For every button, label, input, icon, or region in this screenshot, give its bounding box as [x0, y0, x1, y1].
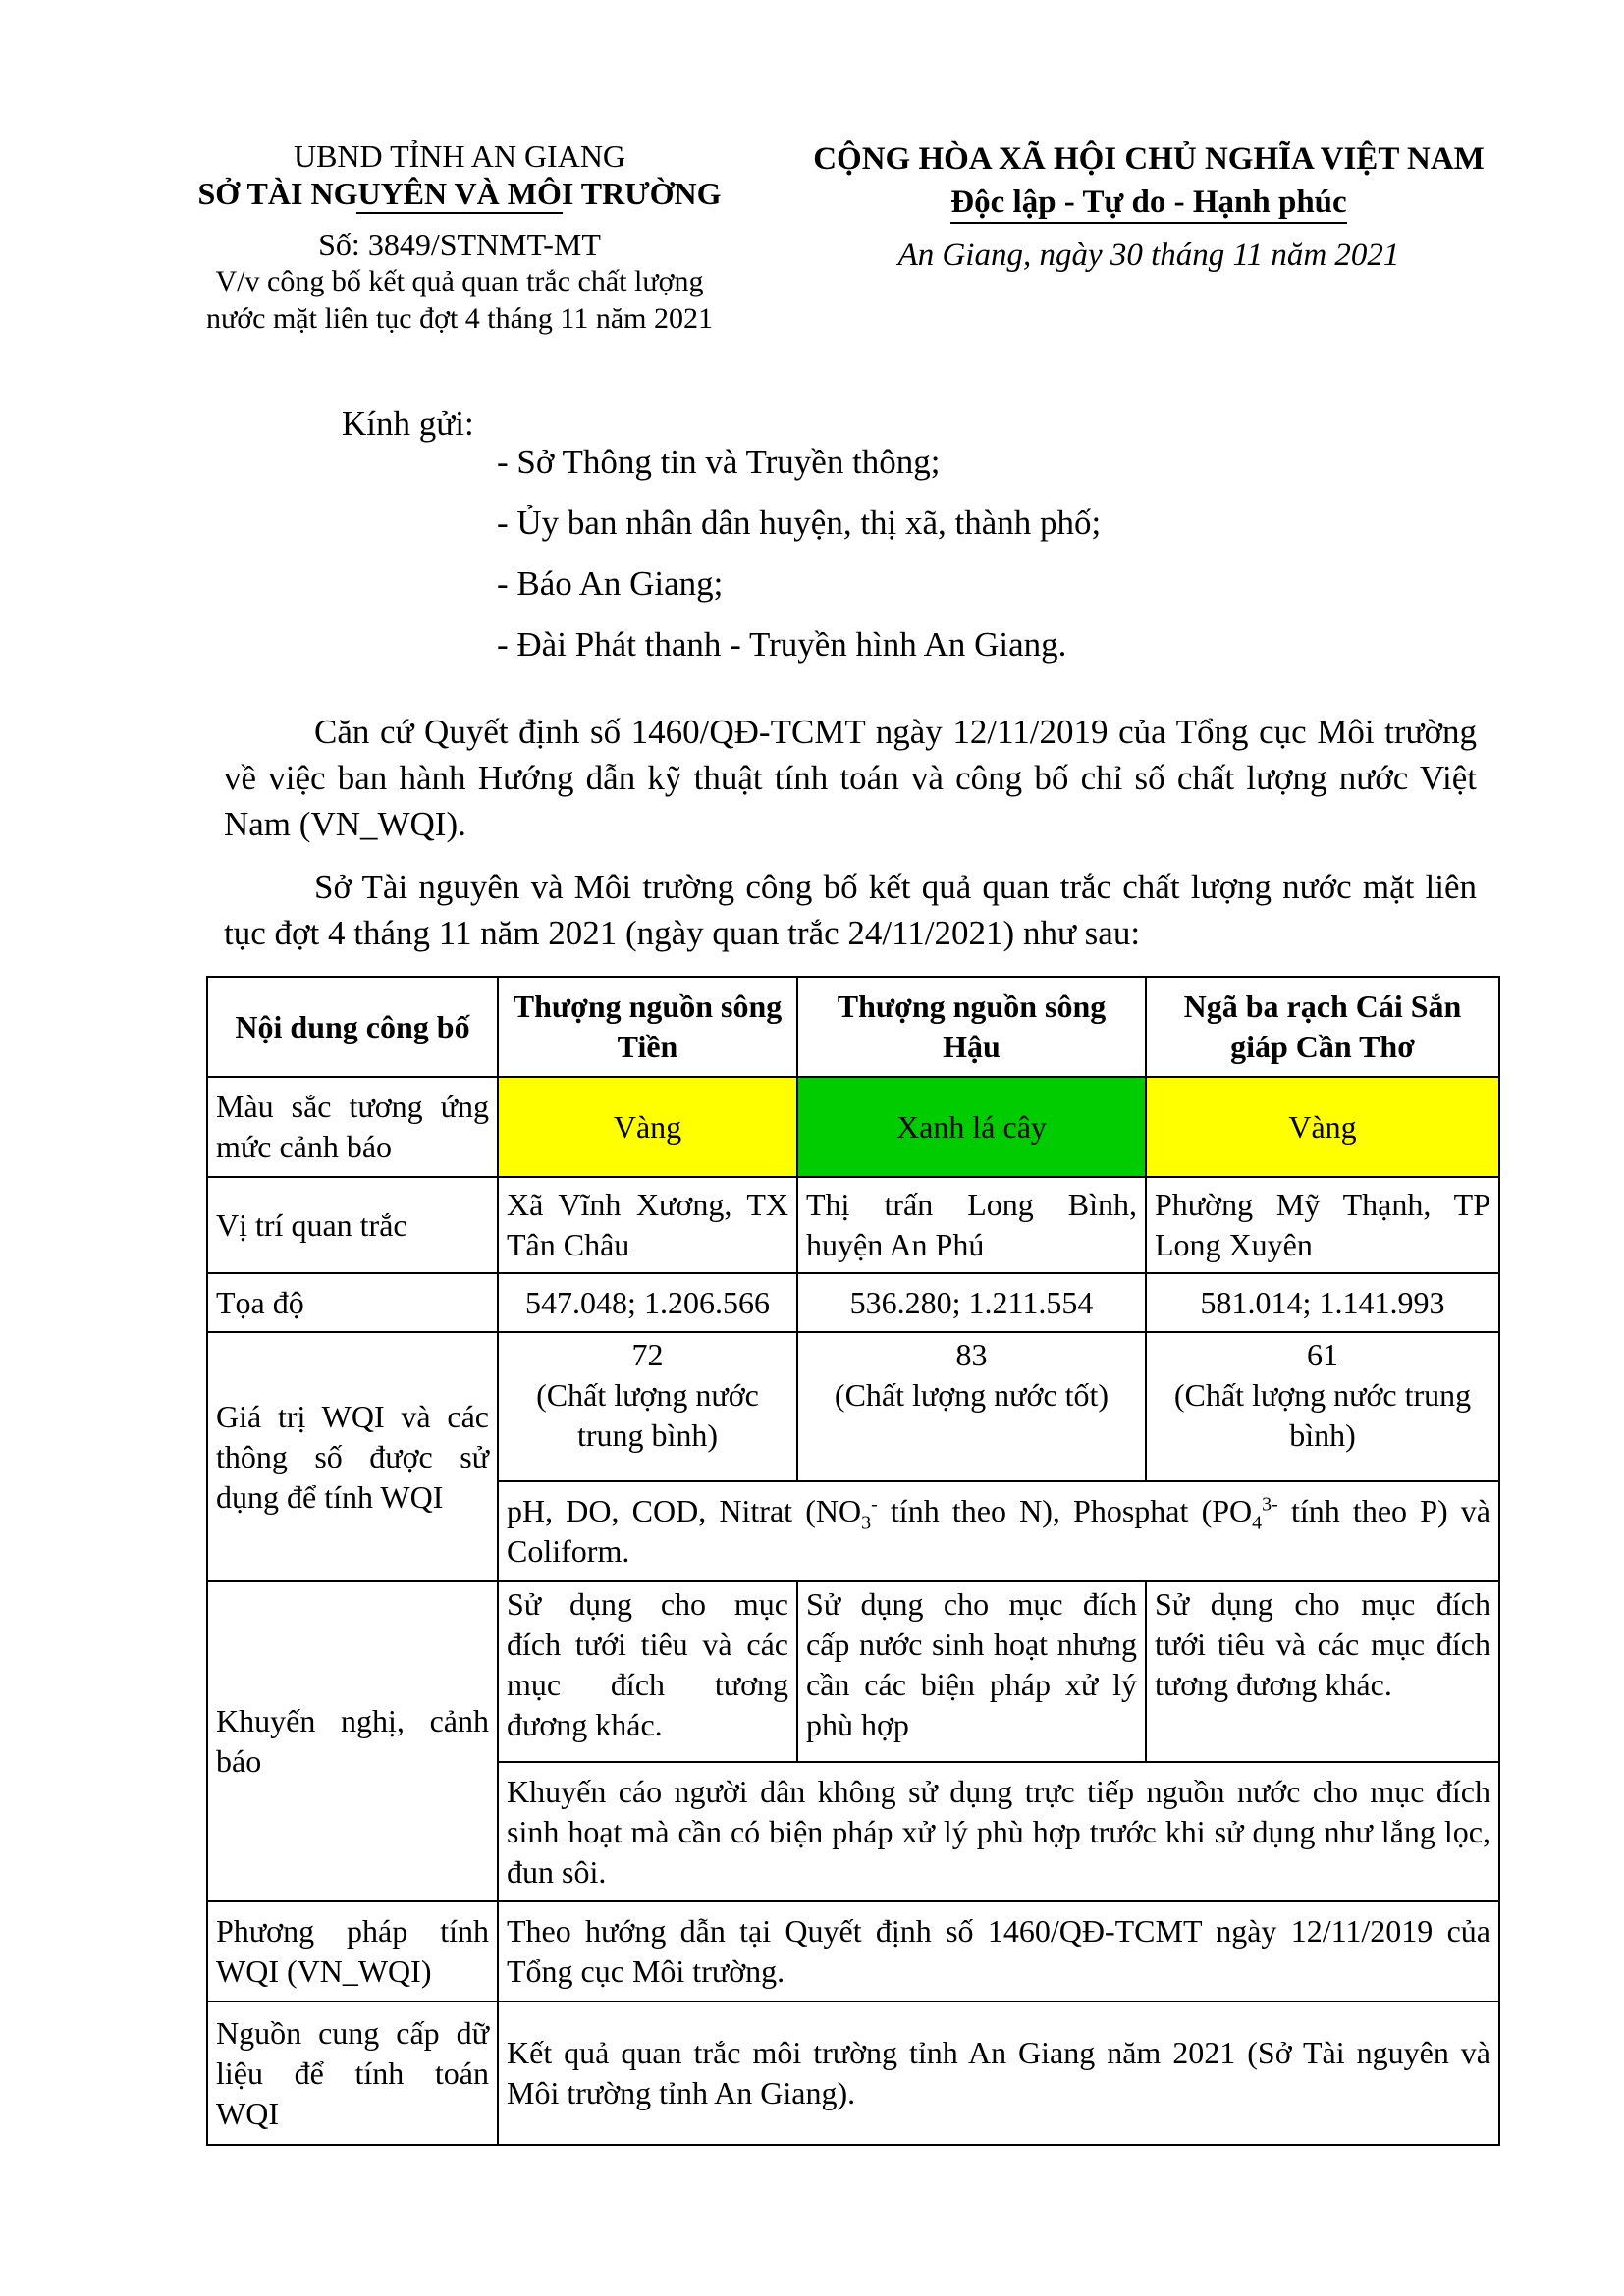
header-site-tien: Thượng nguồn sông Tiền: [498, 977, 797, 1077]
table-row-color: [207, 1077, 1499, 1177]
location-cell: Phường Mỹ Thạnh, TP Long Xuyên: [1146, 1177, 1499, 1273]
parameters-cell: [498, 1481, 1499, 1581]
subject-line-2: nước mặt liên tục đợt 4 tháng 11 năm 2021: [206, 302, 713, 335]
wqi-cell: [498, 1332, 797, 1481]
row-label: Phương pháp tính WQI (VN_WQI): [207, 1901, 498, 2002]
recipient-item: - Báo An Giang;: [497, 564, 724, 603]
param-text: tính theo N), Phosphat (PO: [877, 1493, 1253, 1528]
header-site-hau: Thượng nguồn sông Hậu: [797, 977, 1146, 1077]
national-heading-block: [785, 137, 1512, 277]
wqi-cell: [797, 1332, 1146, 1481]
wqi-description: (Chất lượng nước tốt): [834, 1377, 1110, 1413]
color-cell: Vàng: [498, 1077, 797, 1177]
wqi-value: 72: [631, 1337, 664, 1372]
row-label: Màu sắc tương ứng mức cảnh báo: [207, 1077, 498, 1177]
table-header-row: [207, 977, 1499, 1077]
row-label: Tọa độ: [207, 1273, 498, 1332]
subject-line-1: V/v công bố kết quả quan trắc chất lượng: [215, 265, 704, 297]
location-cell: Thị trấn Long Bình, huyện An Phú: [797, 1177, 1146, 1273]
advice-cell: Khuyến cáo người dân không sử dụng trực tiếp nguồn nước cho mục đích sinh hoạt mà cần có biện pháp xử lý phù hợp trước khi sử dụng như lắng lọc, đun sôi.: [498, 1762, 1499, 1901]
param-sub: 3: [861, 1512, 872, 1534]
wqi-value: 83: [955, 1337, 988, 1372]
legal-basis-paragraph: Căn cứ Quyết định số 1460/QĐ-TCMT ngày 12/11/2019 của Tổng cục Môi trường về việc ban hành Hướng dẫn kỹ thuật tính toán và công bố chỉ số chất lượng nước Việt Nam (VN_WQI).: [224, 713, 1477, 843]
agency-name: SỞ TÀI NGUYÊN VÀ MÔI TRƯỜNG: [197, 176, 722, 211]
table-row-location: [207, 1177, 1499, 1273]
announcement-paragraph: Sở Tài nguyên và Môi trường công bố kết quả quan trắc chất lượng nước mặt liên tục đợt 4 tháng 11 năm 2021 (ngày quan trắc 24/11/2021) như sau:: [224, 868, 1477, 952]
row-label: Nguồn cung cấp dữ liệu để tính toán WQI: [207, 2002, 498, 2145]
recommendation-cell: Sử dụng cho mục đích cấp nước sinh hoạt nhưng cần các biện pháp xử lý phù hợp: [797, 1581, 1146, 1762]
table-row-recommendation: [207, 1581, 1499, 1762]
param-text: tính theo P) và Coliform.: [507, 1493, 1491, 1569]
header-site-cai-san: Ngã ba rạch Cái Sắn giáp Cần Thơ: [1146, 977, 1499, 1077]
row-label: Khuyến nghị, cảnh báo: [207, 1581, 498, 1901]
table-row-source: [207, 2002, 1499, 2145]
recommendation-cell: Sử dụng cho mục đích tưới tiêu và các mục đích tương đương khác.: [1146, 1581, 1499, 1762]
document-date: An Giang, ngày 30 tháng 11 năm 2021: [897, 238, 1400, 273]
document-number: Số: 3849/STNMT-MT: [318, 227, 601, 262]
recipient-item: - Sở Thông tin và Truyền thông;: [497, 443, 941, 481]
wqi-description: (Chất lượng nước trung bình): [536, 1377, 759, 1453]
recipient-item: - Đài Phát thanh - Truyền hình An Giang.: [497, 625, 1067, 664]
table-row-coordinates: [207, 1273, 1499, 1332]
header-content: Nội dung công bố: [207, 977, 498, 1077]
table-row-method: [207, 1901, 1499, 2002]
color-cell: Xanh lá cây: [797, 1077, 1146, 1177]
row-label: Giá trị WQI và các thông số được sử dụng để tính WQI: [207, 1332, 498, 1581]
source-cell: Kết quả quan trắc môi trường tỉnh An Giang năm 2021 (Sở Tài nguyên và Môi trường tỉnh An Giang).: [498, 2002, 1499, 2145]
row-label: Vị trí quan trắc: [207, 1177, 498, 1273]
wqi-cell: [1146, 1332, 1499, 1481]
color-cell: Vàng: [1146, 1077, 1499, 1177]
national-motto: Độc lập - Tự do - Hạnh phúc: [950, 183, 1346, 224]
param-sub: 4: [1252, 1512, 1263, 1534]
wqi-value: 61: [1307, 1337, 1338, 1372]
wqi-results-table: [206, 976, 1500, 2146]
method-cell: Theo hướng dẫn tại Quyết định số 1460/QĐ-TCMT ngày 12/11/2019 của Tổng cục Môi trường.: [498, 1901, 1499, 2002]
recipient-item: - Ủy ban nhân dân huyện, thị xã, thành phố;: [497, 504, 1102, 542]
wqi-description: (Chất lượng nước trung bình): [1173, 1377, 1472, 1453]
param-sup: 3-: [1262, 1493, 1278, 1516]
param-sup: -: [871, 1493, 878, 1516]
coordinate-cell: 536.280; 1.211.554: [797, 1273, 1146, 1332]
location-cell: Xã Vĩnh Xương, TX Tân Châu: [498, 1177, 797, 1273]
recipient-list: [497, 432, 1101, 675]
agency-underline: [356, 212, 563, 214]
issuing-agency-block: [165, 137, 754, 338]
table-row-wqi: [207, 1332, 1499, 1481]
agency-parent: UBND TỈNH AN GIANG: [293, 138, 626, 174]
coordinate-cell: 581.014; 1.141.993: [1146, 1273, 1499, 1332]
nation-title: CỘNG HÒA XÃ HỘI CHỦ NGHĨA VIỆT NAM: [813, 141, 1485, 177]
salutation: Kính gửi:: [342, 404, 474, 443]
recommendation-cell: Sử dụng cho mục đích tưới tiêu và các mục đích tương đương khác.: [498, 1581, 797, 1762]
coordinate-cell: 547.048; 1.206.566: [498, 1273, 797, 1332]
param-text: pH, DO, COD, Nitrat (NO: [507, 1493, 862, 1528]
